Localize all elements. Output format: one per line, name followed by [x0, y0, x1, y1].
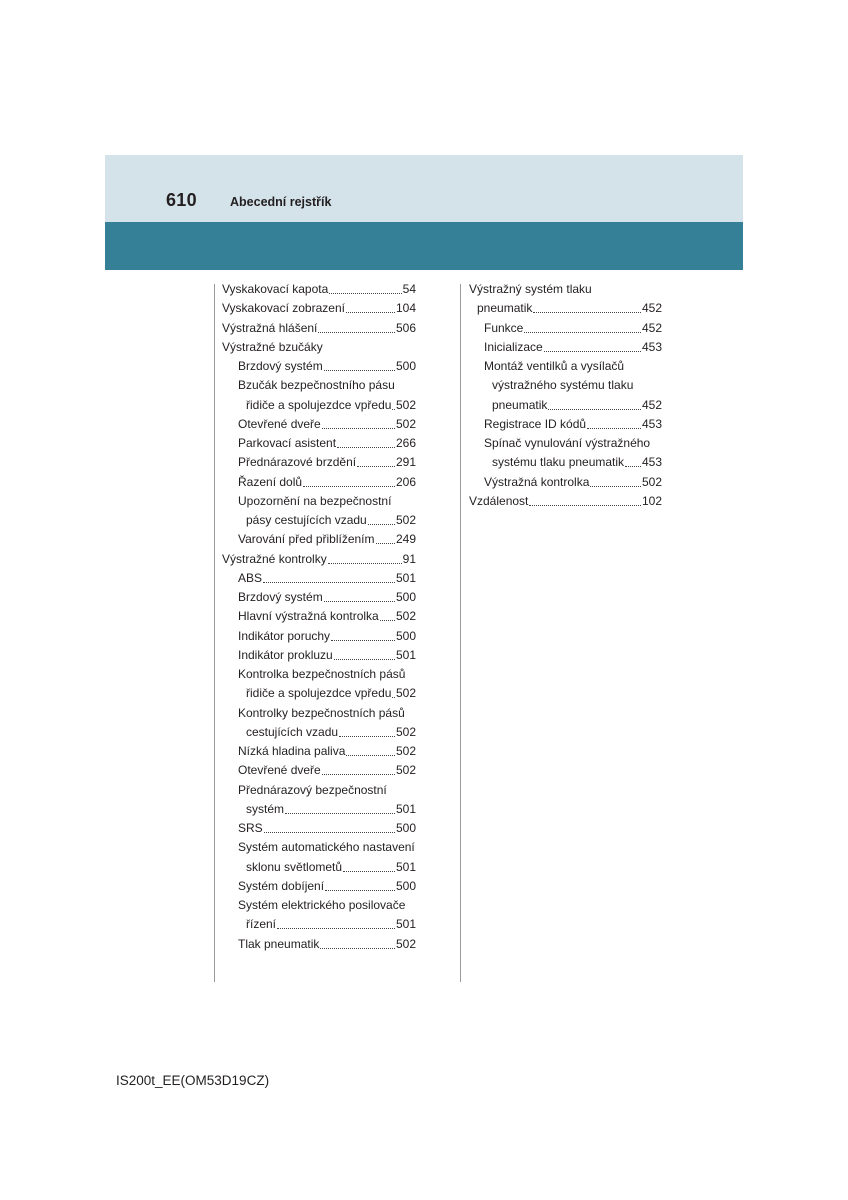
header-band: [105, 155, 743, 222]
index-entry-page: 453: [641, 339, 662, 354]
dot-leader: [324, 370, 395, 371]
index-entry-label: Výstražné kontrolky: [222, 551, 327, 566]
index-entry-page: 452: [641, 397, 662, 412]
index-entry-label: Systém dobíjení: [238, 878, 325, 893]
index-entry-label: Brzdový systém: [238, 359, 323, 373]
index-entry: [469, 473, 662, 492]
index-entry-label: systému tlaku pneumatik: [492, 455, 625, 470]
dot-leader: [328, 563, 402, 564]
index-entry-page: 502: [395, 763, 416, 778]
dot-leader: [285, 813, 395, 814]
index-entry-label: řízení: [246, 917, 277, 932]
index-entry: [222, 781, 416, 800]
dot-leader: [322, 428, 395, 429]
dot-leader: [277, 928, 395, 929]
page-number: 610: [166, 190, 197, 210]
dot-leader: [346, 312, 395, 313]
index-entry-label: Montáž ventilků a vysílačů: [484, 359, 625, 373]
dot-leader: [357, 466, 395, 467]
index-entry-label: Parkovací asistent: [238, 436, 337, 450]
index-entry-page: 91: [402, 551, 416, 566]
index-entry: [222, 896, 416, 915]
index-entry: [222, 473, 416, 492]
index-entry: [222, 569, 416, 588]
index-entry-label: výstražného systému tlaku: [492, 378, 634, 393]
index-entry-page: 291: [395, 455, 416, 470]
index-entry-page: 104: [395, 301, 416, 316]
index-entry: [222, 376, 416, 395]
index-entry: [222, 338, 416, 357]
index-entry: [222, 877, 416, 896]
index-entry-label: Otevřené dveře: [238, 763, 321, 778]
index-entry-page: 266: [395, 436, 416, 450]
dot-leader: [334, 659, 395, 660]
index-entry: [222, 915, 416, 934]
index-entry: [222, 319, 416, 338]
index-entry-label: cestujících vzadu: [246, 724, 339, 739]
index-entry-page: 501: [395, 570, 416, 585]
index-entry-label: Přednárazový bezpečnostní: [238, 782, 387, 797]
index-entry-label: Registrace ID kódů: [484, 416, 587, 431]
index-entry-page: 506: [395, 320, 416, 335]
index-entry: [222, 665, 416, 684]
index-entry-label: SRS: [238, 821, 263, 835]
index-entry-label: Výstražný systém tlaku: [469, 282, 592, 296]
index-entry: [222, 550, 416, 569]
index-entry-page: 453: [641, 416, 662, 431]
index-entry: [222, 607, 416, 626]
index-entry: [469, 396, 662, 415]
index-entry-page: 501: [395, 917, 416, 932]
index-entry-label: Brzdový systém: [238, 590, 323, 604]
dot-leader: [320, 948, 395, 949]
index-entry-label: Funkce: [484, 320, 524, 335]
index-entry-label: Přednárazové brzdění: [238, 455, 357, 470]
column-divider-left: [214, 284, 215, 982]
index-entry-label: Indikátor poruchy: [238, 628, 331, 643]
index-entry: [469, 492, 662, 511]
index-entry: [222, 357, 416, 376]
dot-leader: [625, 466, 641, 467]
dot-leader: [322, 774, 395, 775]
index-entry-label: Vzdálenost: [469, 493, 529, 508]
index-entry: [222, 704, 416, 723]
index-entry-page: 501: [395, 859, 416, 874]
dot-leader: [524, 332, 641, 333]
index-entry: [222, 434, 416, 453]
index-entry: [469, 280, 662, 299]
dot-leader: [325, 890, 395, 891]
index-entry-page: 249: [395, 532, 416, 547]
index-entry-page: 502: [641, 474, 662, 489]
dot-leader: [529, 505, 641, 506]
index-entry-page: 452: [641, 320, 662, 335]
index-entry-page: 501: [395, 801, 416, 816]
section-title: Abecední rejstřík: [230, 195, 332, 209]
index-entry: [222, 723, 416, 742]
index-entry: [469, 357, 662, 376]
index-entry-label: ABS: [238, 570, 263, 585]
dot-leader: [590, 486, 641, 487]
dot-leader: [533, 312, 641, 313]
dot-leader: [324, 601, 395, 602]
index-entry-page: 500: [395, 878, 416, 893]
index-entry-page: 502: [395, 416, 416, 431]
dot-leader: [343, 871, 395, 872]
index-entry-page: 502: [395, 513, 416, 527]
index-entry: [222, 627, 416, 646]
index-entry-label: Varování před přiblížením: [238, 532, 375, 547]
dot-leader: [339, 736, 395, 737]
dot-leader: [587, 428, 641, 429]
index-entry: [469, 319, 662, 338]
dot-leader: [264, 832, 395, 833]
dot-leader: [318, 332, 395, 333]
index-entry: [222, 742, 416, 761]
index-entry-label: pneumatik: [477, 301, 533, 316]
index-entry-label: Vyskakovací kapota: [222, 282, 329, 296]
index-entry-page: 502: [395, 936, 416, 951]
dot-leader: [392, 697, 395, 698]
index-entry-page: 500: [395, 628, 416, 643]
index-entry: [222, 530, 416, 549]
dot-leader: [303, 486, 395, 487]
dot-leader: [368, 524, 395, 525]
index-entry-label: Řazení dolů: [238, 474, 303, 489]
index-entry: [222, 761, 416, 780]
dot-leader: [380, 620, 395, 621]
index-entry-page: 206: [395, 474, 416, 489]
index-entry: [222, 453, 416, 472]
index-entry: [222, 511, 416, 530]
index-entry: [469, 415, 662, 434]
index-entry: [222, 299, 416, 318]
index-entry-label: Kontrolka bezpečnostních pásů: [238, 667, 406, 681]
index-entry-page: 452: [641, 301, 662, 316]
dot-leader: [376, 543, 395, 544]
dot-leader: [329, 293, 401, 294]
index-entry-label: Nízká hladina paliva: [238, 744, 346, 758]
index-entry-page: 502: [395, 609, 416, 624]
index-entry: [222, 684, 416, 703]
index-entry-label: Bzučák bezpečnostního pásu: [238, 378, 395, 393]
index-entry-label: Hlavní výstražná kontrolka: [238, 609, 379, 624]
index-entry-page: 54: [402, 282, 416, 296]
dot-leader: [548, 409, 641, 410]
index-entry: [222, 819, 416, 838]
index-entry-label: Výstražná hlášení: [222, 320, 318, 335]
index-entry: [469, 434, 662, 453]
index-entry-page: 102: [641, 493, 662, 508]
dot-leader: [337, 447, 395, 448]
index-entry-page: 502: [395, 724, 416, 739]
index-column-right: [469, 280, 662, 511]
index-entry: [222, 800, 416, 819]
index-entry-page: 500: [395, 590, 416, 604]
index-entry-label: Systém elektrického posilovače: [238, 898, 406, 912]
index-entry-page: 502: [395, 397, 416, 412]
index-entry-page: 502: [395, 686, 416, 701]
index-entry: [469, 453, 662, 472]
index-entry: [222, 646, 416, 665]
index-entry-label: Upozornění na bezpečnostní: [238, 493, 392, 508]
index-entry-label: Spínač vynulování výstražného: [484, 436, 651, 450]
index-entry-label: Inicializace: [484, 339, 543, 354]
index-entry-label: Systém automatického nastavení: [238, 840, 415, 855]
index-entry-page: 501: [395, 647, 416, 662]
index-entry-label: Otevřené dveře: [238, 416, 321, 431]
dot-leader: [346, 755, 395, 756]
index-entry-page: 500: [395, 821, 416, 835]
index-entry-label: Indikátor prokluzu: [238, 647, 333, 662]
index-entry-page: 453: [641, 455, 662, 470]
index-entry-label: Výstražná kontrolka: [484, 474, 590, 489]
index-entry-label: pásy cestujících vzadu: [246, 513, 367, 527]
index-entry: [469, 376, 662, 395]
index-entry-page: 502: [395, 744, 416, 758]
column-divider-middle: [460, 284, 461, 982]
index-entry-label: Kontrolky bezpečnostních pásů: [238, 705, 405, 720]
manual-code: IS200t_EE(OM53D19CZ): [116, 1073, 270, 1088]
index-entry-label: Výstražné bzučáky: [222, 339, 323, 354]
dot-leader: [331, 640, 395, 641]
index-entry: [222, 415, 416, 434]
index-entry: [469, 299, 662, 318]
index-entry: [222, 280, 416, 299]
dot-leader: [544, 351, 641, 352]
index-entry-label: řidiče a spolujezdce vpředu: [246, 686, 392, 701]
header-accent-bar: [105, 222, 743, 270]
index-entry-label: řidiče a spolujezdce vpředu: [246, 397, 392, 412]
index-entry-label: Tlak pneumatik: [238, 936, 320, 951]
index-entry: [222, 492, 416, 511]
index-entry: [222, 396, 416, 415]
index-entry-label: sklonu světlometů: [246, 859, 343, 874]
index-entry: [222, 858, 416, 877]
index-column-left: [222, 280, 416, 954]
index-entry: [469, 338, 662, 357]
index-entry-page: 500: [395, 359, 416, 373]
dot-leader: [392, 409, 395, 410]
index-entry: [222, 838, 416, 857]
index-entry: [222, 935, 416, 954]
index-entry-label: Vyskakovací zobrazení: [222, 301, 345, 316]
index-entry-label: pneumatik: [492, 397, 548, 412]
dot-leader: [263, 582, 395, 583]
index-entry-label: systém: [246, 801, 285, 816]
index-entry: [222, 588, 416, 607]
